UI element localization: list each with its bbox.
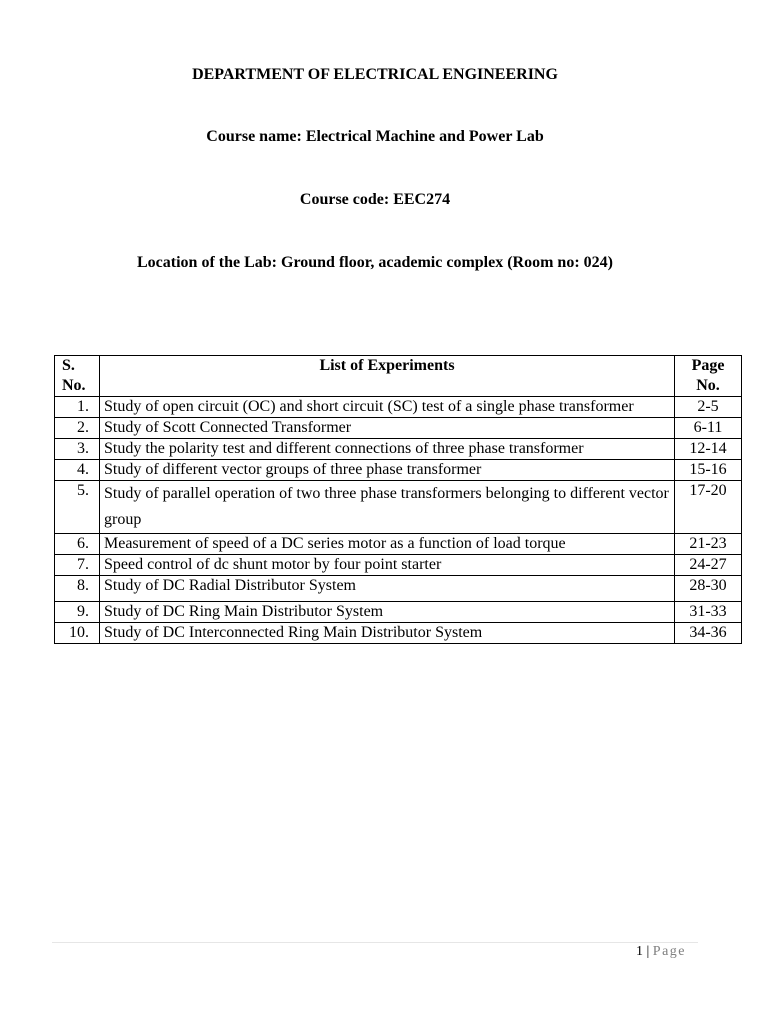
table-row xyxy=(55,460,742,481)
row-number: 7. xyxy=(55,555,100,576)
page-footer xyxy=(636,944,686,960)
table-row xyxy=(55,576,742,602)
experiment-title: Study of DC Radial Distributor System xyxy=(100,576,675,602)
row-number: 3. xyxy=(55,439,100,460)
row-number: 2. xyxy=(55,418,100,439)
experiment-title: Speed control of dc shunt motor by four point starter xyxy=(100,555,675,576)
table-header-row xyxy=(55,356,742,397)
page-range: 24-27 xyxy=(675,555,742,576)
sno-header xyxy=(55,356,100,397)
page-range: 17-20 xyxy=(675,481,742,534)
table-row xyxy=(55,534,742,555)
page-range: 12-14 xyxy=(675,439,742,460)
experiment-title: Study of Scott Connected Transformer xyxy=(100,418,675,439)
page-range: 6-11 xyxy=(675,418,742,439)
sno-header-line1: S. xyxy=(62,357,75,374)
table-row xyxy=(55,481,742,534)
experiment-title: Study of parallel operation of two three phase transformers belonging to different vector group xyxy=(100,481,675,534)
page-range: 21-23 xyxy=(675,534,742,555)
experiment-title: Study of DC Interconnected Ring Main Distributor System xyxy=(100,623,675,644)
footer-divider xyxy=(52,942,698,943)
footer-separator: | xyxy=(646,944,650,959)
page-range: 15-16 xyxy=(675,460,742,481)
row-number: 6. xyxy=(55,534,100,555)
experiment-title: Study of open circuit (OC) and short circuit (SC) test of a single phase transformer xyxy=(100,397,675,418)
row-number: 1. xyxy=(55,397,100,418)
page-number: 1 xyxy=(635,944,643,959)
page-header-line1: Page xyxy=(691,357,725,374)
course-name: Course name: Electrical Machine and Power Lab xyxy=(206,128,544,145)
page-range: 2-5 xyxy=(675,397,742,418)
experiment-title: Study of DC Ring Main Distributor System xyxy=(100,602,675,623)
lab-location xyxy=(0,254,750,272)
experiment-title: Measurement of speed of a DC series motor as a function of load torque xyxy=(100,534,675,555)
lab-location-text: Location of the Lab: Ground floor, academic complex (Room no: 024) xyxy=(137,254,613,271)
page-range: 34-36 xyxy=(675,623,742,644)
title-header: List of Experiments xyxy=(100,356,675,397)
course-code: Course code: EEC274 xyxy=(299,191,451,208)
page-label: Page xyxy=(652,944,686,959)
experiments-table xyxy=(54,355,742,644)
page-range: 31-33 xyxy=(675,602,742,623)
table-row xyxy=(55,623,742,644)
table-row xyxy=(55,555,742,576)
experiment-title: Study of different vector groups of three phase transformer xyxy=(100,460,675,481)
table-row xyxy=(55,418,742,439)
table-row xyxy=(55,397,742,418)
table-row xyxy=(55,439,742,460)
table-row xyxy=(55,602,742,623)
page-header xyxy=(675,356,742,397)
sno-header-line2: No. xyxy=(62,377,86,394)
row-number: 9. xyxy=(55,602,100,623)
row-number: 10. xyxy=(55,623,100,644)
experiment-title: Study the polarity test and different connections of three phase transformer xyxy=(100,439,675,460)
page-range: 28-30 xyxy=(675,576,742,602)
row-number: 8. xyxy=(55,576,100,602)
row-number: 4. xyxy=(55,460,100,481)
row-number: 5. xyxy=(55,481,100,534)
department-title: DEPARTMENT OF ELECTRICAL ENGINEERING xyxy=(192,66,558,83)
page-header-line2: No. xyxy=(696,377,720,394)
